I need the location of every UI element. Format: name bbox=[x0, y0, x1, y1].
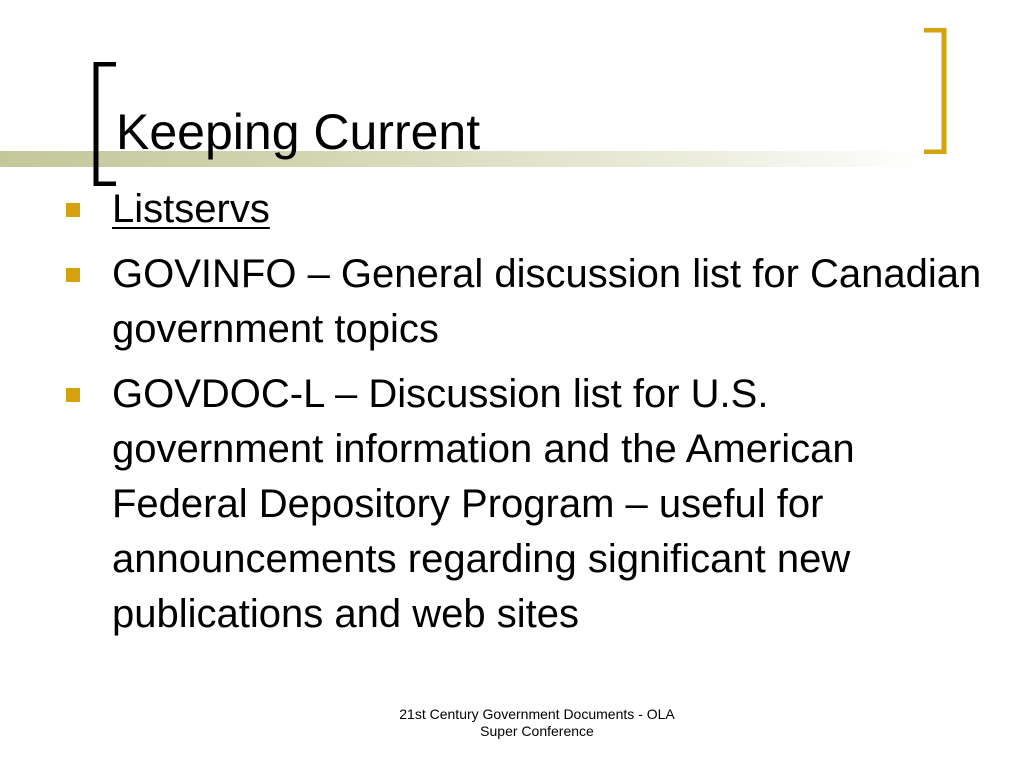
listservs-link[interactable]: Listservs bbox=[112, 187, 270, 231]
right-bracket-decoration bbox=[922, 28, 948, 154]
left-bracket-decoration bbox=[92, 62, 118, 186]
bullet-item-govdoc-l bbox=[62, 367, 982, 642]
bullet-item-listservs bbox=[62, 182, 982, 237]
square-bullet-icon bbox=[66, 388, 80, 402]
slide-title: Keeping Current bbox=[116, 104, 481, 160]
slide-footer bbox=[387, 706, 687, 740]
square-bullet-icon bbox=[66, 268, 80, 282]
square-bullet-icon bbox=[66, 203, 80, 217]
footer-line-1: 21st Century Government Documents - OLA bbox=[399, 706, 675, 722]
bullet-text: GOVDOC-L – Discussion list for U.S. government information and the American Federal Depository Program – useful for announcements regarding significant new publications and web sites bbox=[112, 372, 855, 636]
bullet-list bbox=[62, 182, 982, 652]
bullet-item-govinfo bbox=[62, 247, 982, 357]
footer-line-2: Super Conference bbox=[480, 723, 594, 739]
bullet-text: GOVINFO – General discussion list for Canadian government topics bbox=[112, 252, 982, 351]
